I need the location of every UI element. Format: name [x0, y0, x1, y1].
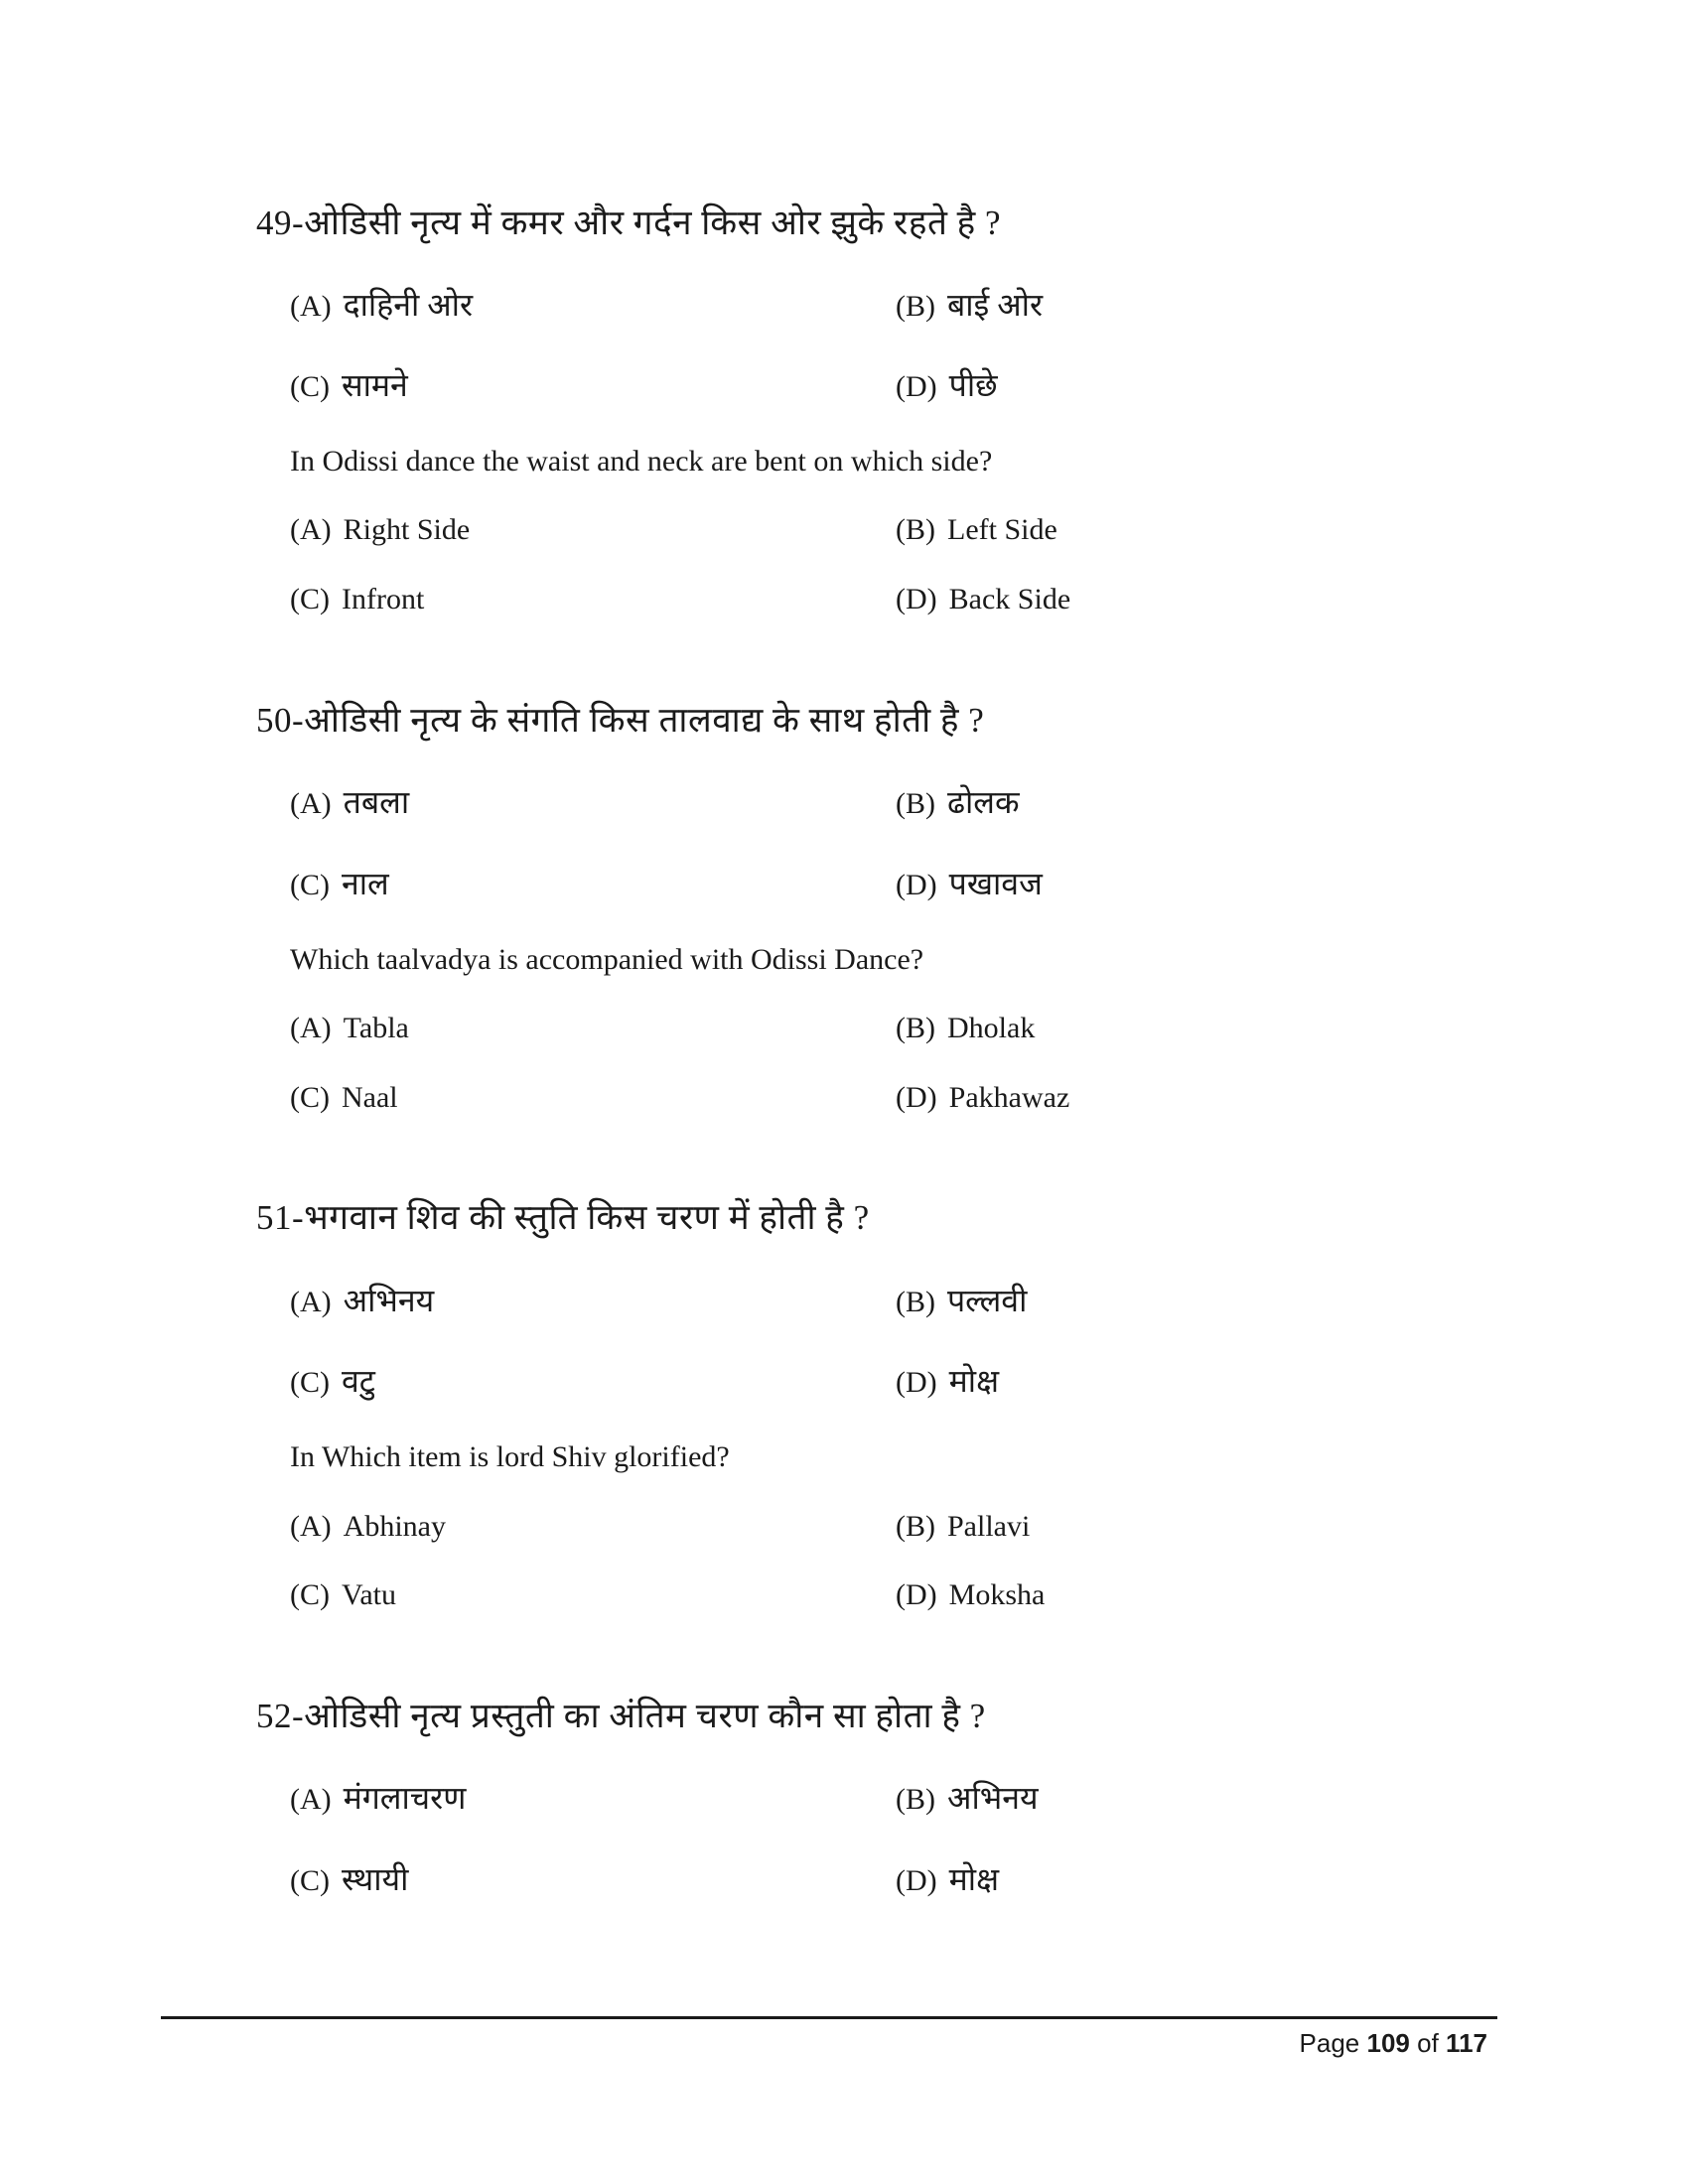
q50-hi-option-b: (B) ढोलक [896, 784, 1020, 820]
q50-hi-option-c: (C) नाल [290, 866, 389, 901]
q50-hi-option-d: (D) पखावज [896, 866, 1043, 901]
q51-en-option-b: (B) Pallavi [896, 1510, 1031, 1543]
question-51-hindi: 51-भगवान शिव की स्तुति किस चरण में होती है ? [256, 1198, 870, 1237]
q50-hi-option-a: (A) तबला [290, 784, 410, 820]
question-52-hindi: 52-ओडिसी नृत्य प्रस्तुती का अंतिम चरण कौन सा होता है ? [256, 1697, 986, 1735]
q49-en-option-c: (C) Infront [290, 583, 425, 615]
question-51-english: In Which item is lord Shiv glorified? [290, 1440, 730, 1473]
q49-en-option-b: (B) Left Side [896, 513, 1057, 546]
q50-en-option-c: (C) Naal [290, 1081, 398, 1114]
question-50-english: Which taalvadya is accompanied with Odissi Dance? [290, 943, 924, 976]
q49-hi-option-d: (D) पीछे [896, 367, 998, 403]
question-50-hindi: 50-ओडिसी नृत्य के संगति किस तालवाद्य के साथ होती है ? [256, 701, 985, 740]
q49-en-option-a: (A) Right Side [290, 513, 471, 546]
q51-hi-option-d: (D) मोक्ष [896, 1363, 1000, 1399]
q51-hi-option-c: (C) वटु [290, 1363, 375, 1399]
q49-en-option-d: (D) Back Side [896, 583, 1071, 615]
q51-en-option-d: (D) Moksha [896, 1578, 1046, 1611]
question-49-english: In Odissi dance the waist and neck are bent on which side? [290, 445, 993, 478]
q50-en-option-a: (A) Tabla [290, 1012, 409, 1044]
q52-hi-option-c: (C) स्थायी [290, 1861, 409, 1897]
q52-hi-option-d: (D) मोक्ष [896, 1861, 1000, 1897]
q52-hi-option-a: (A) मंगलाचरण [290, 1780, 467, 1816]
q51-hi-option-b: (B) पल्लवी [896, 1283, 1028, 1318]
q49-hi-option-a: (A) दाहिनी ओर [290, 287, 474, 323]
q49-hi-option-c: (C) सामने [290, 367, 408, 403]
q50-en-option-b: (B) Dholak [896, 1012, 1036, 1044]
q51-hi-option-a: (A) अभिनय [290, 1283, 435, 1318]
page-number: Page 109 of 117 [1299, 2028, 1487, 2058]
q49-hi-option-b: (B) बाई ओर [896, 287, 1044, 323]
q52-hi-option-b: (B) अभिनय [896, 1780, 1039, 1816]
question-49-hindi: 49-ओडिसी नृत्य में कमर और गर्दन किस ओर झुके रहते है ? [256, 204, 1002, 242]
footer-rule [161, 2016, 1497, 2019]
q51-en-option-c: (C) Vatu [290, 1578, 396, 1611]
q51-en-option-a: (A) Abhinay [290, 1510, 446, 1543]
q50-en-option-d: (D) Pakhawaz [896, 1081, 1070, 1114]
